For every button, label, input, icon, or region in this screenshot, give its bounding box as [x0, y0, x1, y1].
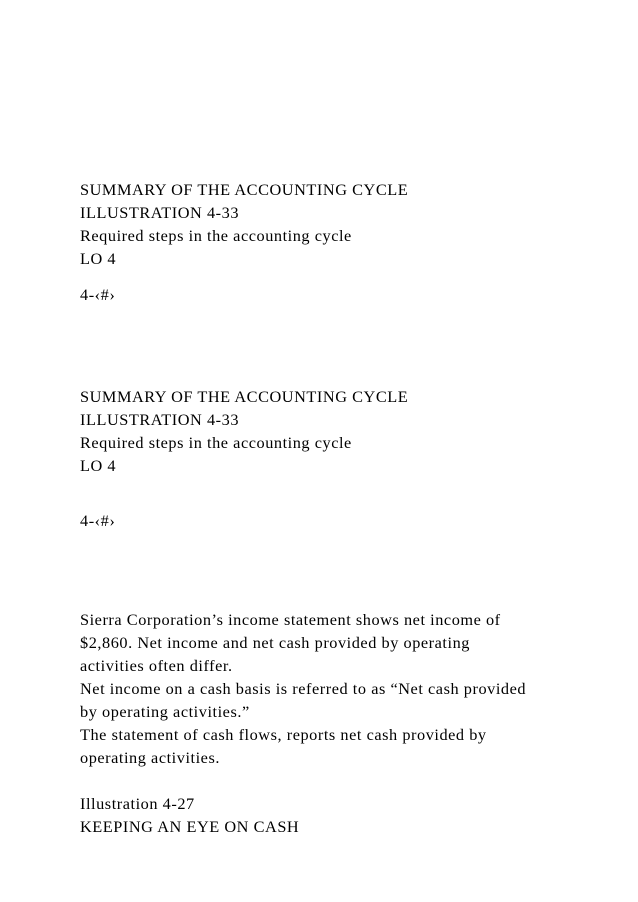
body-line-7: operating activities.	[80, 748, 220, 767]
body-line-5: by operating activities.”	[80, 702, 250, 721]
body-line-3: activities often differ.	[80, 656, 233, 675]
section2-caption: Required steps in the accounting cycle	[80, 433, 352, 452]
section2-title: SUMMARY OF THE ACCOUNTING CYCLE	[80, 387, 409, 406]
section1-caption: Required steps in the accounting cycle	[80, 226, 352, 245]
section1-lo: LO 4	[80, 249, 117, 268]
body-line-1: Sierra Corporation’s income statement shows net income of	[80, 610, 501, 629]
body-line-4: Net income on a cash basis is referred to as “Net cash provided	[80, 679, 527, 698]
section2-page-ref: 4-‹#›	[80, 511, 116, 530]
section2-lo: LO 4	[80, 456, 117, 475]
body-line-6: The statement of cash flows, reports net cash provided by	[80, 725, 487, 744]
section3-heading: KEEPING AN EYE ON CASH	[80, 817, 300, 836]
body-line-2: $2,860. Net income and net cash provided by operating	[80, 633, 470, 652]
section3-illustration: Illustration 4-27	[80, 794, 195, 813]
section1-page-ref: 4-‹#›	[80, 285, 116, 304]
section2-illustration: ILLUSTRATION 4-33	[80, 410, 240, 429]
section1-illustration: ILLUSTRATION 4-33	[80, 203, 240, 222]
section1-title: SUMMARY OF THE ACCOUNTING CYCLE	[80, 180, 409, 199]
